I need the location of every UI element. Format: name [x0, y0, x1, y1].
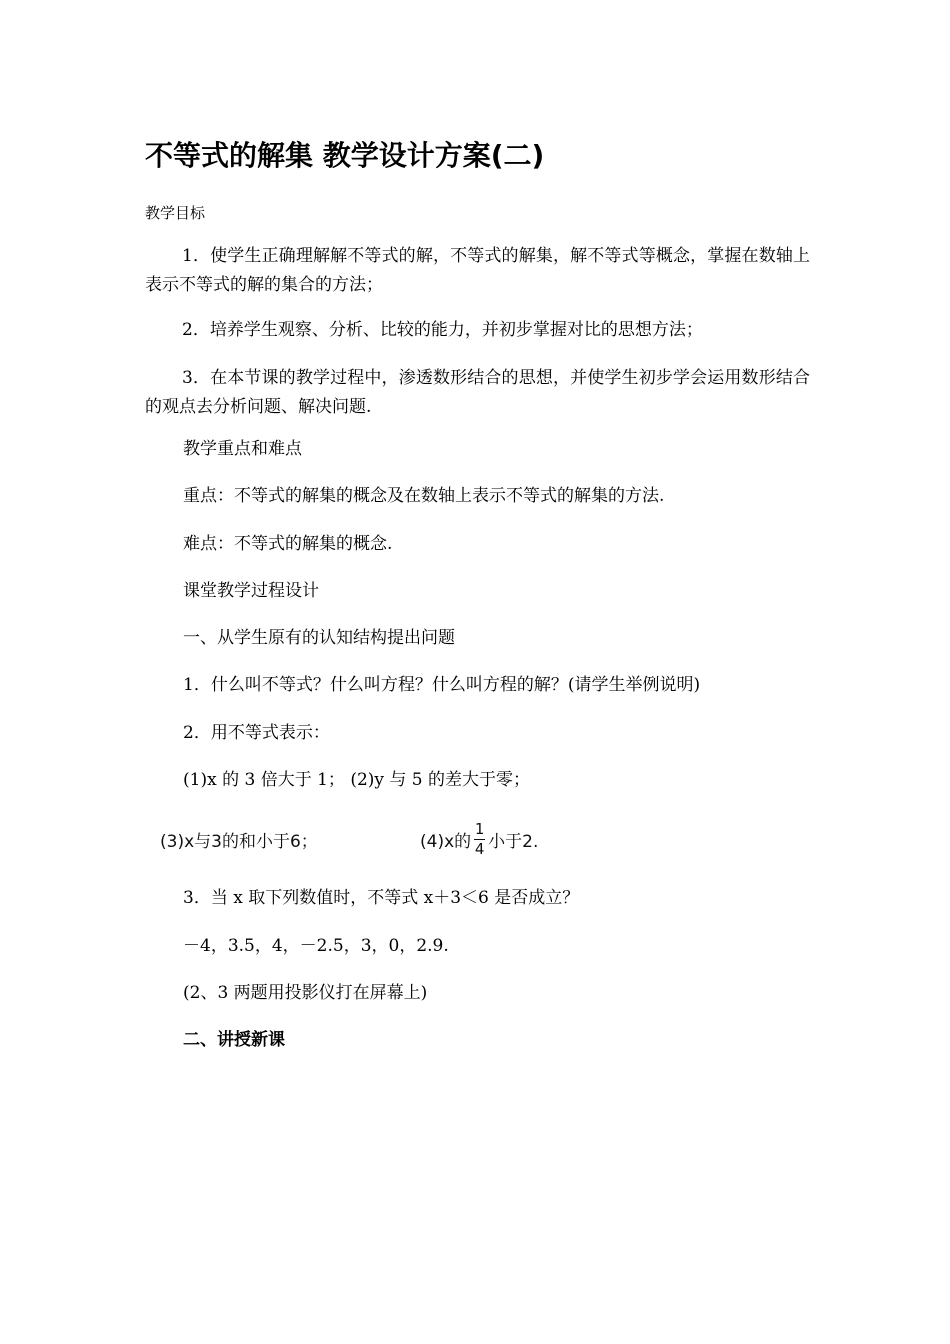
question-2-item-3: (3)x与3的和小于6； — [160, 831, 318, 852]
item-4-suffix: 小于2. — [488, 831, 539, 852]
fraction-one-quarter — [474, 821, 485, 858]
fraction-numerator: 1 — [474, 819, 485, 838]
objectives-heading: 教学目标 — [145, 204, 206, 222]
question-3: 3．当 x 取下列数值时，不等式 x＋3＜6 是否成立？ — [183, 888, 580, 908]
question-2-items: (1)x 的 3 倍大于 1； (2)y 与 5 的差大于零； — [183, 770, 531, 790]
key-point: 重点：不等式的解集的概念及在数轴上表示不等式的解集的方法. — [183, 486, 665, 506]
question-3-values: －4，3.5，4，－2.5，3，0，2.9. — [183, 936, 449, 956]
difficult-point: 难点：不等式的解集的概念. — [183, 534, 393, 554]
fraction-denominator: 4 — [474, 839, 485, 858]
question-2-math-image — [160, 815, 580, 863]
note: (2、3 两题用投影仪打在屏幕上) — [183, 983, 428, 1003]
objective-1: 1．使学生正确理解解不等式的解，不等式的解集，解不等式等概念，掌握在数轴上表示不等式的解的集合的方法； — [145, 246, 810, 295]
objective-2: 2．培养学生观察、分析、比较的能力，并初步掌握对比的思想方法； — [182, 320, 703, 340]
key-points-heading: 教学重点和难点 — [183, 439, 302, 459]
question-2-item-4 — [420, 815, 538, 863]
part2-heading: 二、讲授新课 — [183, 1030, 285, 1050]
document-title: 不等式的解集 教学设计方案(二) — [145, 139, 545, 172]
question-2: 2．用不等式表示： — [183, 723, 330, 743]
item-4-prefix: (4)x的 — [420, 831, 472, 852]
question-1: 1．什么叫不等式？什么叫方程？什么叫方程的解？(请学生举例说明) — [183, 675, 701, 695]
process-heading: 课堂教学过程设计 — [183, 581, 319, 601]
part1-heading: 一、从学生原有的认知结构提出问题 — [183, 628, 455, 648]
objective-3: 3．在本节课的教学过程中，渗透数形结合的思想，并使学生初步学会运用数形结合的观点去分析问题、解决问题. — [145, 368, 810, 417]
